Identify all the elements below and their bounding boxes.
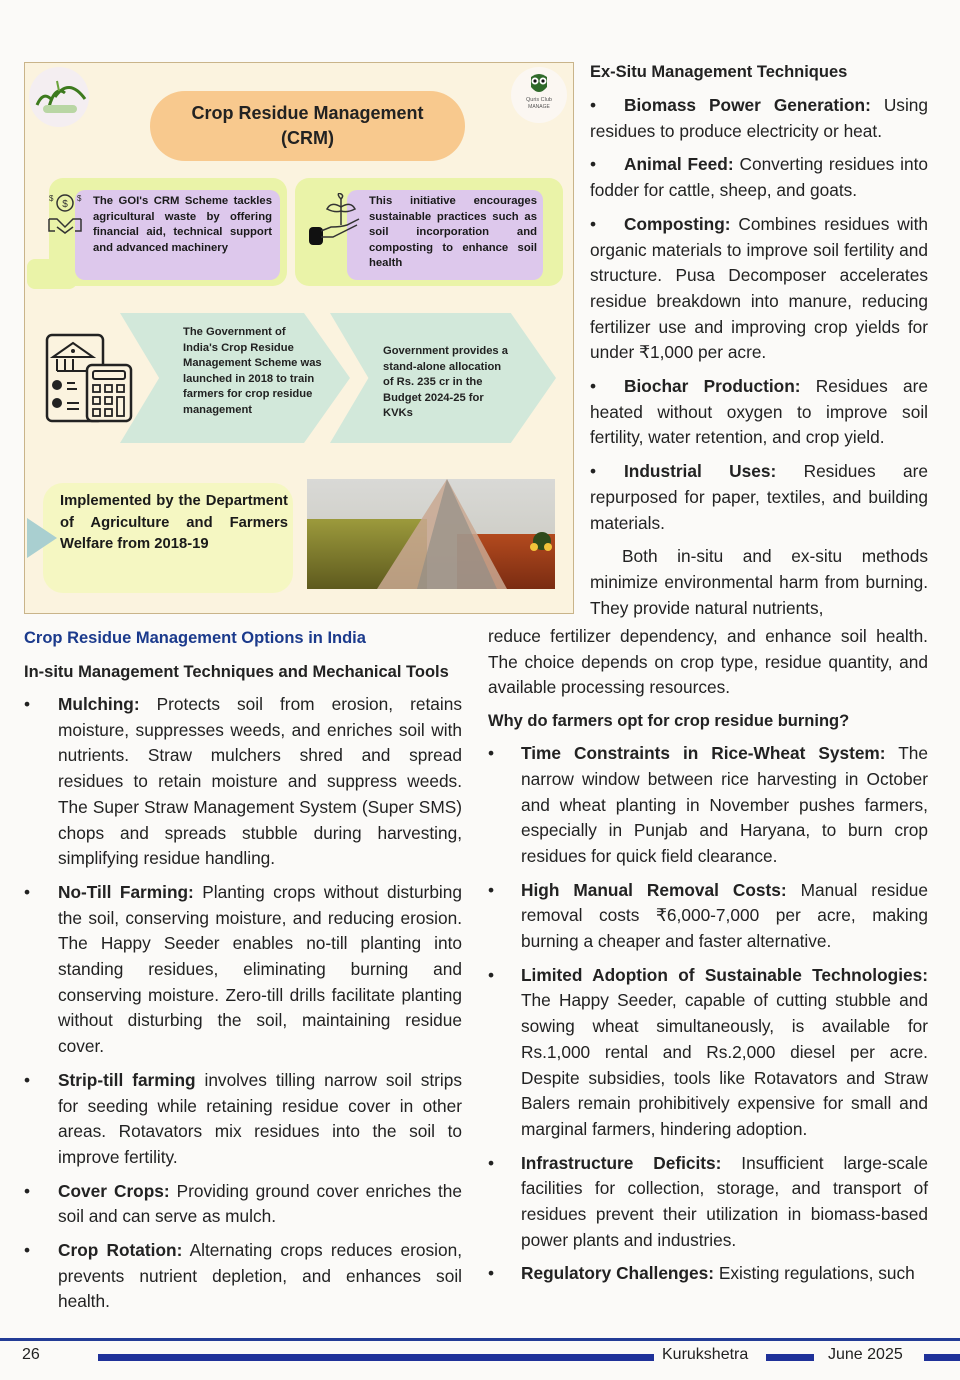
bullet-icon: • [24,881,31,902]
bullet-term: High Manual Removal Costs: [521,879,787,900]
section-title-options: Crop Residue Management Options in India [24,629,366,647]
list-item [488,963,928,1143]
section-title-ex-situ: Ex-Situ Management Techniques [590,63,848,81]
svg-text:$: $ [62,199,68,210]
bullet-text: Residues are heated without oxygen to improve soil fertility, water retention, and crop yield. [590,376,928,448]
info-card-gov-scheme [75,190,280,280]
bullet-term: Composting: [624,213,731,234]
footer-bar [766,1354,814,1361]
svg-text:Quris Club: Quris Club [526,97,552,103]
pointer-arrow-icon [27,518,57,558]
owl-logo-icon [511,67,567,123]
bullet-icon: • [590,213,597,234]
bullet-text: Converting residues into fodder for cattle, sheep, and goats. [590,154,928,201]
list-item [590,459,928,536]
svg-text:MANAGE: MANAGE [528,104,550,110]
bullet-text: Existing regulations, such [714,1263,915,1284]
paragraph-summary-part1: Both in-situ and ex-situ methods minimize environmental harm from burning. They provide natural nutrients, [590,546,928,618]
bullet-term: Infrastructure Deficits: [521,1152,722,1173]
page-number: 26 [22,1346,40,1363]
card-background [27,259,77,289]
bullet-icon: • [24,1240,31,1261]
money-handshake-icon [45,191,85,242]
section-title-why-burning: Why do farmers opt for crop residue burning? [488,712,850,731]
field-burning-photo [307,479,555,589]
list-item [590,374,928,451]
footer-bar [924,1354,960,1361]
bullet-text: Manual residue removal costs ₹6,000-7,000 per acre, making burning a cheaper and faster alternative. [521,879,928,952]
left-column [24,626,462,1315]
bullet-text: involves tilling narrow soil strips for seeding while retaining residue cover in other areas. Rotavators mix residues into the soil to improve fertility. [58,1069,462,1167]
bullet-term: Time Constraints in Rice-Wheat System: [521,743,886,764]
hand-plant-icon [317,193,363,248]
bullet-icon: • [590,461,597,482]
bullet-text: The Happy Seeder, capable of cutting stubble and sowing wheat simultaneously, is available for Rs.1,000 rental and Rs.2,000 diesel per acre. Despite subsidies, tools like Rotavators and Straw Balers remain prohibitively expensive for small and marginal farmers, hindering adoption. [521,990,928,1139]
list-item [590,152,928,203]
bullet-icon: • [488,743,495,764]
info-card-sustainable [347,190,543,280]
bullet-icon: • [488,1263,495,1284]
bullet-term: Mulching: [58,694,140,714]
subtitle-in-situ: In-situ Management Techniques and Mechanical Tools [24,663,449,681]
list-item [488,741,928,870]
list-item [488,878,928,955]
arrow-text-scheme: The Government of India's Crop Residue Management Scheme was launched in 2018 to train farmers for crop residue management [183,326,322,416]
list-item [24,692,462,872]
bullet-term: No-Till Farming: [58,881,194,902]
svg-text:$: $ [49,194,54,203]
bullet-text: Residues are repurposed for paper, textiles, and building materials. [590,461,928,533]
bullet-term: Limited Adoption of Sustainable Technologies: [521,964,928,985]
right-column-lower [488,624,928,1287]
bullet-text: Combines residues with organic materials to improve soil fertility and structure. Pusa Decomposer accelerates residue breakdown into manure, reducing fertilizer use and improving crop yields for under ₹1,000 per acre. [590,213,928,363]
bullet-icon: • [488,964,495,985]
bullet-icon: • [488,1152,495,1173]
bullet-text: Protects soil from erosion, retains moisture, suppresses weeds, and enriches soil with nutrients. Straw mulchers shred and spread residues to retain moisture and suppress weeds. The Super Straw Management System (Super SMS) chops and spreads stubble during harvesting, simplifying residue handling. [58,694,462,869]
list-item [590,93,928,144]
bullet-icon: • [24,1180,31,1201]
bullet-term: Crop Rotation: [58,1240,183,1261]
bullet-term: Biochar Production: [624,376,801,397]
bullet-text: Planting crops without disturbing the soil, conserving moisture, and reducing erosion. The Happy Seeder enables no-till planting into standing residues, eliminating burning and conserving moisture. Zero-till drills facilitate planting without disturbing the soil, maintaining residue cover. [58,881,462,1057]
bullet-term: Cover Crops: [58,1180,170,1201]
wheat-logo-icon [29,67,89,127]
list-item [488,1151,928,1254]
magazine-name: Kurukshetra [662,1346,749,1363]
bullet-term: Industrial Uses: [624,461,777,482]
bullet-icon: • [590,376,597,397]
arrow-text-budget: Government provides a stand-alone allocation of Rs. 235 cr in the Budget 2024-25 for KVKs [383,345,508,420]
right-column-upper [590,60,928,621]
bullet-term: Regulatory Challenges: [521,1263,715,1284]
list-item [590,212,928,366]
bullet-text: Alternating crops reduces erosion, prevents nutrient depletion, and enhances soil health. [58,1240,462,1312]
bullet-text: Insufficient large-scale facilities for collection, storage, and transport of residues prevent their utilization in biomass-based power plants and industries. [521,1152,928,1250]
list-item [24,1068,462,1171]
footer-bar [98,1354,654,1361]
list-item [488,1261,928,1287]
infographic-title: Crop Residue Management (CRM) [150,91,465,161]
bullet-term: Strip-till farming [58,1069,196,1090]
card-text: This initiative encourages sustainable practices such as soil incorporation and composting to enhance soil health [369,195,537,269]
list-item [24,1179,462,1230]
paragraph-summary-part2: reduce fertilizer dependency, and enhance soil health. The choice depends on crop type, residue quantity, and available processing resources. [488,626,928,698]
svg-text:$: $ [77,194,82,203]
bullet-icon: • [590,154,597,175]
bullet-icon: • [488,879,495,900]
bullet-term: Biomass Power Generation: [624,95,871,115]
bullet-text: Using residues to produce electricity or heat. [590,95,929,141]
issue-date: June 2025 [828,1346,903,1363]
bullet-icon: • [24,1069,31,1090]
footer-rule [0,1338,960,1341]
page-footer [0,1346,960,1368]
crm-infographic [24,62,574,614]
implemented-text: Implemented by the Department of Agriculture and Farmers Welfare from 2018-19 [60,493,288,552]
list-item [24,1238,462,1315]
bullet-text: The narrow window between rice harvesting in October and wheat planting in November pushes farmers, especially in Punjab and Haryana, to burn crop residues for quick field clearance. [521,743,928,866]
bullet-icon: • [590,95,597,115]
card-text: The GOI's CRM Scheme tackles agricultural waste by offering financial aid, technical support and advanced machinery [93,195,272,254]
list-item [24,880,462,1060]
bank-calculator-icon [43,331,135,428]
bullet-icon: • [24,694,31,714]
bullet-term: Animal Feed: [624,154,734,175]
bullet-text: Providing ground cover enriches the soil and can serve as mulch. [58,1180,463,1227]
